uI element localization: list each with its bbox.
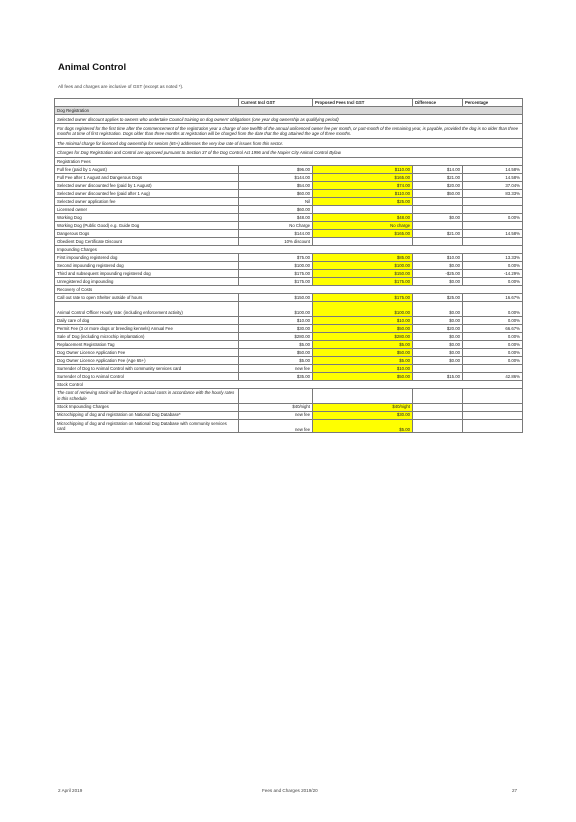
fee-proposed: $48.00 bbox=[313, 213, 413, 221]
fee-difference bbox=[413, 411, 463, 419]
fee-name: Selected owner discounted fee (paid after 1 Aug) bbox=[55, 189, 239, 197]
subheading-label: Registration Fees bbox=[55, 157, 523, 165]
fee-name: Microchipping of dog and registration on National Dog Database* bbox=[55, 411, 239, 419]
fee-name: Microchipping of dog and registration on National Dog Database with community services card bbox=[55, 419, 239, 433]
fee-difference: $0.00 bbox=[413, 340, 463, 348]
fee-current: $5.00 bbox=[239, 356, 313, 364]
fee-difference bbox=[413, 205, 463, 213]
fee-proposed: No charge bbox=[313, 221, 413, 229]
table-row bbox=[55, 253, 523, 261]
fee-proposed: $40/night bbox=[313, 403, 413, 411]
table-row bbox=[55, 205, 523, 213]
fee-percentage bbox=[463, 221, 523, 229]
fee-proposed: $5.00 bbox=[313, 419, 413, 433]
fee-current: new fee bbox=[239, 364, 313, 372]
fee-difference: -$25.00 bbox=[413, 269, 463, 277]
table-row bbox=[55, 301, 523, 316]
fee-name: Stock Impounding Charges bbox=[55, 403, 239, 411]
fee-current: $175.00 bbox=[239, 277, 313, 285]
fee-percentage: 0.00% bbox=[463, 277, 523, 285]
note-row-first-registration bbox=[55, 124, 523, 139]
fee-name: Permit Fee (3 or more dogs or breeding kennels) Annual Fee bbox=[55, 324, 239, 332]
fee-difference: $0.00 bbox=[413, 301, 463, 316]
fee-name: Selected owner discounted fee (paid by 1 August) bbox=[55, 181, 239, 189]
fee-current: No Charge bbox=[239, 221, 313, 229]
table-row bbox=[55, 340, 523, 348]
header-percentage: Percentage bbox=[463, 99, 523, 107]
fee-percentage bbox=[463, 197, 523, 205]
fee-proposed: $85.00 bbox=[313, 253, 413, 261]
fee-proposed: $5.00 bbox=[313, 340, 413, 348]
fee-name: Dangerous Dogs bbox=[55, 229, 239, 237]
footer-date: 2 April 2019 bbox=[58, 788, 83, 793]
table-row bbox=[55, 261, 523, 269]
table-row bbox=[55, 229, 523, 237]
header-cell-blank bbox=[55, 99, 239, 107]
subheading-registration-fees bbox=[55, 157, 523, 165]
fee-percentage: -14.29% bbox=[463, 269, 523, 277]
fee-difference bbox=[413, 237, 463, 245]
fee-percentage: 0.00% bbox=[463, 213, 523, 221]
fee-name: First impounding registered dog bbox=[55, 253, 239, 261]
fee-proposed: $25.00 bbox=[313, 197, 413, 205]
table-row bbox=[55, 332, 523, 340]
fee-percentage: 37.04% bbox=[463, 181, 523, 189]
note-text: Selected owner discount applies to owners who undertake Council training on dog owners' obligations (one year dog ownership as qualifying period) bbox=[55, 115, 523, 124]
fee-proposed: $175.00 bbox=[313, 293, 413, 301]
fee-name: Third and subsequent impounding registered dog bbox=[55, 269, 239, 277]
fee-percentage: 0.00% bbox=[463, 332, 523, 340]
fee-proposed: $50.00 bbox=[313, 348, 413, 356]
table-row bbox=[55, 189, 523, 197]
fee-name: Surrender of Dog to Animal Control bbox=[55, 372, 239, 380]
fee-percentage bbox=[463, 411, 523, 419]
fee-difference: $25.00 bbox=[413, 293, 463, 301]
subheading-recovery-of-costs bbox=[55, 285, 523, 293]
fee-current: $75.00 bbox=[239, 253, 313, 261]
fee-difference: $0.00 bbox=[413, 332, 463, 340]
table-row bbox=[55, 277, 523, 285]
fee-difference: $0.00 bbox=[413, 213, 463, 221]
header-difference: Difference bbox=[413, 99, 463, 107]
fee-difference bbox=[413, 197, 463, 205]
empty-cell bbox=[313, 388, 413, 403]
footer-title: Fees and Charges 2019/20 bbox=[262, 788, 318, 793]
table-row-callout bbox=[55, 293, 523, 301]
fee-name: Full Fee after 1 August and Dangerous Dogs bbox=[55, 173, 239, 181]
fee-difference bbox=[413, 403, 463, 411]
fee-percentage: 0.00% bbox=[463, 348, 523, 356]
note-row-seniors bbox=[55, 139, 523, 148]
fee-proposed bbox=[313, 237, 413, 245]
table-row bbox=[55, 165, 523, 173]
fee-current: $144.00 bbox=[239, 173, 313, 181]
fee-proposed: $100.00 bbox=[313, 261, 413, 269]
note-text: The cost of retrieving stock will be charged in actual costs in accordance with the hourly rates in this schedule bbox=[55, 388, 239, 403]
fee-proposed: $100.00 bbox=[313, 301, 413, 316]
fee-percentage: 0.00% bbox=[463, 316, 523, 324]
fee-name: Obedient Dog Certificate Discount bbox=[55, 237, 239, 245]
fee-difference: $21.00 bbox=[413, 173, 463, 181]
table-row bbox=[55, 181, 523, 189]
fee-current: Nil bbox=[239, 197, 313, 205]
fee-current: $60.00 bbox=[239, 189, 313, 197]
fee-difference: $20.00 bbox=[413, 324, 463, 332]
fee-proposed: $165.00 bbox=[313, 229, 413, 237]
table-header-row bbox=[55, 99, 523, 107]
fee-current: new fee bbox=[239, 419, 313, 433]
subheading-label: Stock Control bbox=[55, 380, 523, 388]
fee-proposed: $10.00 bbox=[313, 316, 413, 324]
fee-current: $60.00 bbox=[239, 205, 313, 213]
fee-current: $48.00 bbox=[239, 213, 313, 221]
fee-percentage: 14.58% bbox=[463, 173, 523, 181]
fee-name: Licensed owner bbox=[55, 205, 239, 213]
header-current: Current Incl GST bbox=[239, 99, 313, 107]
fee-name: Second impounding registered dog bbox=[55, 261, 239, 269]
note-text: For dogs registered for the first time after the commencement of the registration year a charge of one twelfth of the annual unlicenced owner fee per month, or part-month of the remaining year, is payable, provided the dog is no older than three months at time of first registration. Dogs older than three months at registration will be charged from the date that the dog attained the age of three months. bbox=[55, 124, 523, 139]
fee-difference: $0.00 bbox=[413, 348, 463, 356]
fee-current: $280.00 bbox=[239, 332, 313, 340]
fee-name: Full fee (paid by 1 August) bbox=[55, 165, 239, 173]
fee-percentage bbox=[463, 403, 523, 411]
fee-name: Dog Owner Licence Application Fee (Age 65+) bbox=[55, 356, 239, 364]
fee-percentage: 0.00% bbox=[463, 340, 523, 348]
fee-percentage: 42.86% bbox=[463, 372, 523, 380]
fee-name: Working Dog bbox=[55, 213, 239, 221]
fee-current: $96.00 bbox=[239, 165, 313, 173]
note-row-stock bbox=[55, 388, 523, 403]
fee-current: $100.00 bbox=[239, 301, 313, 316]
fee-proposed: $30.00 bbox=[313, 411, 413, 419]
fee-difference: $15.00 bbox=[413, 372, 463, 380]
fee-proposed: $10.00 bbox=[313, 364, 413, 372]
fee-percentage: 0.00% bbox=[463, 261, 523, 269]
table-row bbox=[55, 348, 523, 356]
fee-percentage: 13.33% bbox=[463, 253, 523, 261]
fee-name: Selected owner application fee bbox=[55, 197, 239, 205]
fee-name: Dog Owner Licence Application Fee bbox=[55, 348, 239, 356]
fee-proposed: $74.00 bbox=[313, 181, 413, 189]
fee-percentage: 14.58% bbox=[463, 229, 523, 237]
fee-difference: $0.00 bbox=[413, 261, 463, 269]
fee-proposed bbox=[313, 205, 413, 213]
table-row-microchip-card bbox=[55, 419, 523, 433]
fee-percentage bbox=[463, 364, 523, 372]
table-row bbox=[55, 403, 523, 411]
fee-proposed: $175.00 bbox=[313, 277, 413, 285]
table-row bbox=[55, 316, 523, 324]
subheading-impounding-charges bbox=[55, 245, 523, 253]
fee-difference: $21.00 bbox=[413, 229, 463, 237]
fee-percentage: 83.33% bbox=[463, 189, 523, 197]
fee-name: Unregistered dog impounding bbox=[55, 277, 239, 285]
fee-current: $40/night bbox=[239, 403, 313, 411]
fee-percentage bbox=[463, 419, 523, 433]
table-row bbox=[55, 237, 523, 245]
fee-proposed: $50.00 bbox=[313, 372, 413, 380]
footer-page-number: 27 bbox=[512, 788, 518, 793]
fee-name: Surrender of Dog to Animal Control with community services card bbox=[55, 364, 239, 372]
fee-proposed: $110.00 bbox=[313, 189, 413, 197]
subheading-label: Recovery of Costs bbox=[55, 285, 523, 293]
section-dog-registration bbox=[55, 107, 523, 115]
fee-name: Sale of Dog (including microchip implantation) bbox=[55, 332, 239, 340]
fee-percentage: 14.58% bbox=[463, 165, 523, 173]
fee-name: Daily care of dog bbox=[55, 316, 239, 324]
table-row bbox=[55, 411, 523, 419]
table-row bbox=[55, 173, 523, 181]
fee-difference bbox=[413, 419, 463, 433]
empty-cell bbox=[239, 388, 313, 403]
fee-difference: $50.00 bbox=[413, 189, 463, 197]
empty-cell bbox=[463, 388, 523, 403]
fee-current: $150.00 bbox=[239, 293, 313, 301]
fee-current: $144.00 bbox=[239, 229, 313, 237]
subheading-label: Impounding Charges bbox=[55, 245, 523, 253]
note-row-act bbox=[55, 148, 523, 157]
fee-percentage: 16.67% bbox=[463, 293, 523, 301]
fee-difference: $10.00 bbox=[413, 253, 463, 261]
note-text: Charges for Dog Registration and Control are approved pursuant to Section 37 of the Dog Control Act 1996 and the Napier City Animal Control Bylaw. bbox=[55, 148, 523, 157]
table-row bbox=[55, 324, 523, 332]
fee-current: $50.00 bbox=[239, 348, 313, 356]
fee-name: Call out rate to open Shelter outside of hours bbox=[55, 293, 239, 301]
fee-difference bbox=[413, 364, 463, 372]
fee-current: $10.00 bbox=[239, 316, 313, 324]
header-proposed: Proposed Fees Incl GST bbox=[313, 99, 413, 107]
note-row-discount bbox=[55, 115, 523, 124]
table-row bbox=[55, 364, 523, 372]
table-row bbox=[55, 213, 523, 221]
fee-current: $100.00 bbox=[239, 261, 313, 269]
gst-note: All fees and charges are inclusive of GST (except as noted *). bbox=[58, 84, 184, 89]
note-text: The minimal charge for licenced dog ownership for seniors (65+) addresses the very low rate of issues from this sector. bbox=[55, 139, 523, 148]
table-row bbox=[55, 221, 523, 229]
fee-proposed: $50.00 bbox=[313, 324, 413, 332]
fees-table bbox=[54, 98, 523, 433]
fee-proposed: $280.00 bbox=[313, 332, 413, 340]
fee-difference: $0.00 bbox=[413, 277, 463, 285]
table-row bbox=[55, 356, 523, 364]
page-title: Animal Control bbox=[58, 62, 127, 73]
fee-percentage: 0.00% bbox=[463, 356, 523, 364]
fee-name: Replacement Registration Tag bbox=[55, 340, 239, 348]
section-label: Dog Registration bbox=[55, 107, 523, 115]
fee-current: new fee bbox=[239, 411, 313, 419]
fee-current: $30.00 bbox=[239, 324, 313, 332]
fee-proposed: $150.00 bbox=[313, 269, 413, 277]
fee-name: Working Dog (Public Good) e.g. Guide Dog bbox=[55, 221, 239, 229]
subheading-stock-control bbox=[55, 380, 523, 388]
table-row bbox=[55, 372, 523, 380]
fee-current: $5.00 bbox=[239, 340, 313, 348]
fee-proposed: $165.00 bbox=[313, 173, 413, 181]
fee-current: $54.00 bbox=[239, 181, 313, 189]
fee-difference: $0.00 bbox=[413, 316, 463, 324]
fee-current: $35.00 bbox=[239, 372, 313, 380]
fee-percentage: 66.67% bbox=[463, 324, 523, 332]
fee-proposed: $110.00 bbox=[313, 165, 413, 173]
fee-difference bbox=[413, 221, 463, 229]
fee-proposed: $5.00 bbox=[313, 356, 413, 364]
fee-difference: $14.00 bbox=[413, 165, 463, 173]
fee-name: Animal Control Officer Hourly rate: (including enforcement activity) bbox=[55, 301, 239, 316]
fee-current: 10% discount bbox=[239, 237, 313, 245]
table-row bbox=[55, 197, 523, 205]
table-row bbox=[55, 269, 523, 277]
fee-percentage bbox=[463, 205, 523, 213]
fee-difference: $0.00 bbox=[413, 356, 463, 364]
fee-difference: $20.00 bbox=[413, 181, 463, 189]
fee-percentage: 0.00% bbox=[463, 301, 523, 316]
fee-percentage bbox=[463, 237, 523, 245]
fee-current: $175.00 bbox=[239, 269, 313, 277]
empty-cell bbox=[413, 388, 463, 403]
